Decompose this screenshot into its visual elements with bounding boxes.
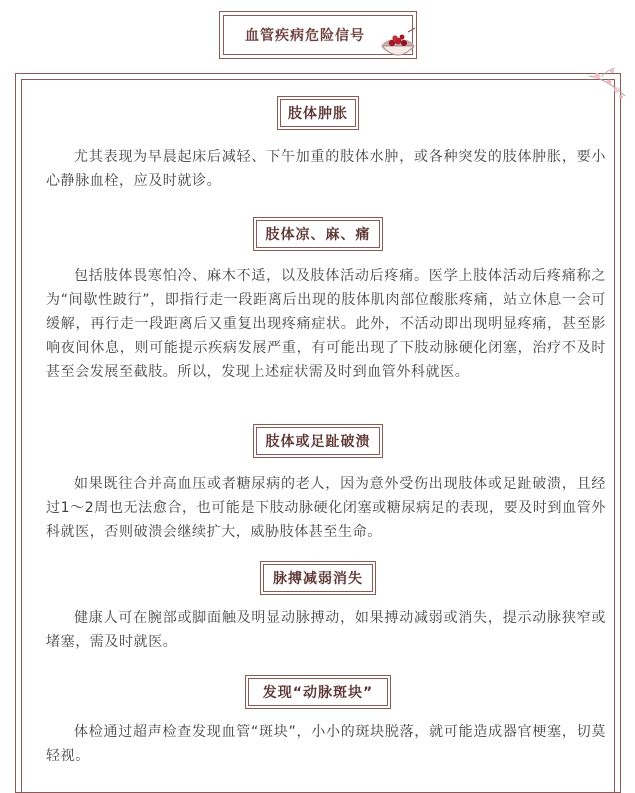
title-box <box>219 11 417 59</box>
page-title: 血管疾病危险信号 <box>245 28 365 44</box>
plum-blossom-icon <box>587 66 627 106</box>
section-text-cold-numb-pain: 包括肢体畏寒怕冷、麻木不适，以及肢体活动后疼痛。医学上肢体活动后疼痛称之为“间歇性跛行”，即指行走一段距离后出现的肢体肌肉部位酸胀疼痛，站立休息一会可缓解，再行走一段距离后又重复出现疼痛症状。此外，不活动即出现明显疼痛，甚至影响夜间休息，则可能提示疾病发展严重，有可能出现了下肢动脉硬化闭塞，治疗不及时甚至会发展至截肢。所以，发现上述症状需及时到血管外科就医。 <box>46 268 606 380</box>
section-heading-label: 肢体或足趾破溃 <box>256 427 380 455</box>
section-heading-weak-pulse <box>260 561 376 595</box>
title-inner-frame <box>223 15 413 55</box>
section-text-weak-pulse: 健康人可在腕部或脚面触及明显动脉搏动，如果搏动减弱或消失，提示动脉狭窄或堵塞，需及时就医。 <box>46 610 606 650</box>
section-heading-cold-numb-pain <box>253 217 383 251</box>
section-heading-ulcer <box>253 424 383 458</box>
section-heading-label: 脉搏减弱消失 <box>263 564 373 592</box>
section-text-ulcer: 如果既往合并高血压或者糖尿病的老人，因为意外受伤出现肢体或足趾破溃，且经过1～2周也无法愈合，也可能是下肢动脉硬化闭塞或糖尿病足的表现，要及时到血管外科就医，否则破溃会继续扩大，威胁肢体甚至生命。 <box>46 476 606 540</box>
section-heading-label: 肢体凉、麻、痛 <box>256 220 380 248</box>
section-heading-label: 发现“动脉斑块” <box>248 678 388 706</box>
section-text-limb-swelling: 尤其表现为早晨起床后减轻、下午加重的肢体水肿，或各种突发的肢体肿胀，要小心静脉血栓，应及时就诊。 <box>46 149 606 189</box>
section-heading-label: 肢体肿胀 <box>280 99 356 127</box>
section-text-plaque: 体检通过超声检查发现血管“斑块”，小小的斑块脱落，就可能造成器官梗塞，切莫轻视。 <box>46 724 606 764</box>
section-heading-plaque <box>245 675 391 709</box>
section-heading-limb-swelling <box>277 96 359 130</box>
bowl-icon <box>378 26 418 60</box>
